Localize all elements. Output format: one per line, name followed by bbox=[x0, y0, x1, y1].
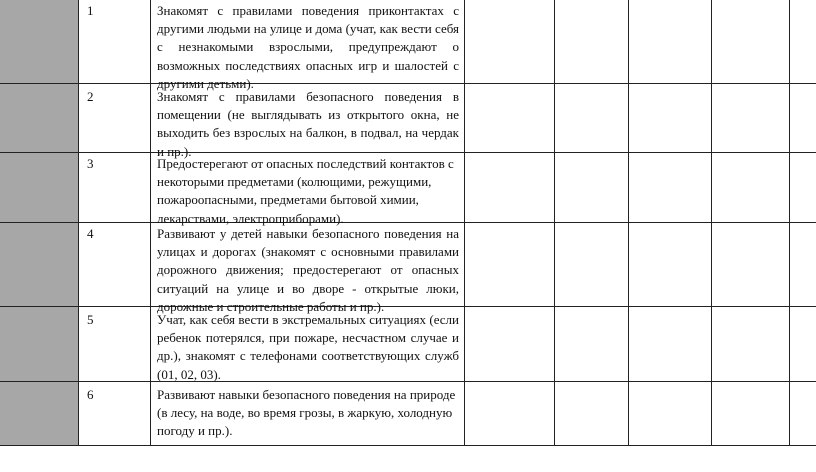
row-divider bbox=[0, 445, 816, 446]
row-number: 2 bbox=[87, 89, 94, 104]
row-text: Знакомят с правилами безопасного поведения в помещении (не выглядывать из открытого окна, не выходить без взрослых на балкон, в подвал, на чердак и пр.). bbox=[157, 89, 459, 159]
column-divider bbox=[78, 0, 79, 446]
row-text: Знакомят с правилами поведения приконтактах с другими людьми на улице и дома (учат, как вести себя с незнакомыми взрослыми, предупреждают о возможных последствиях опасных игр и шалостей с другими детьми). bbox=[157, 3, 459, 91]
row-number: 3 bbox=[87, 156, 94, 171]
shaded-column bbox=[0, 0, 78, 446]
row-number: 5 bbox=[87, 312, 94, 327]
row-number: 1 bbox=[87, 3, 94, 18]
row-text: Развивают навыки безопасного поведения на природе (в лесу, на воде, во время грозы, в жаркую, холодную погоду и пр.). bbox=[157, 387, 456, 439]
column-divider bbox=[711, 0, 712, 446]
row-number: 4 bbox=[87, 226, 94, 241]
row-number: 6 bbox=[87, 387, 94, 402]
column-divider bbox=[464, 0, 465, 446]
row-text: Предостерегают от опасных последствий контактов с некоторыми предметами (колющими, режущими, пожароопасными, предметами бытовой химии, лекарствами, электроприборами). bbox=[157, 156, 454, 226]
column-divider bbox=[150, 0, 151, 446]
column-divider bbox=[554, 0, 555, 446]
row-text: Развивают у детей навыки безопасного поведения на улицах и дорогах (знакомят с основными правилами дорожного движения; предостерегают от опасных ситуаций на улице и во дворе - открытые люки, дорожные и строительные работы и пр.). bbox=[157, 226, 459, 314]
column-divider bbox=[789, 0, 790, 446]
row-text: Учат, как себя вести в экстремальных ситуациях (если ребенок потерялся, при пожаре, несчастном случае и др.), знакомят с телефонами соответствующих служб (01, 02, 03). bbox=[157, 312, 459, 382]
column-divider bbox=[628, 0, 629, 446]
